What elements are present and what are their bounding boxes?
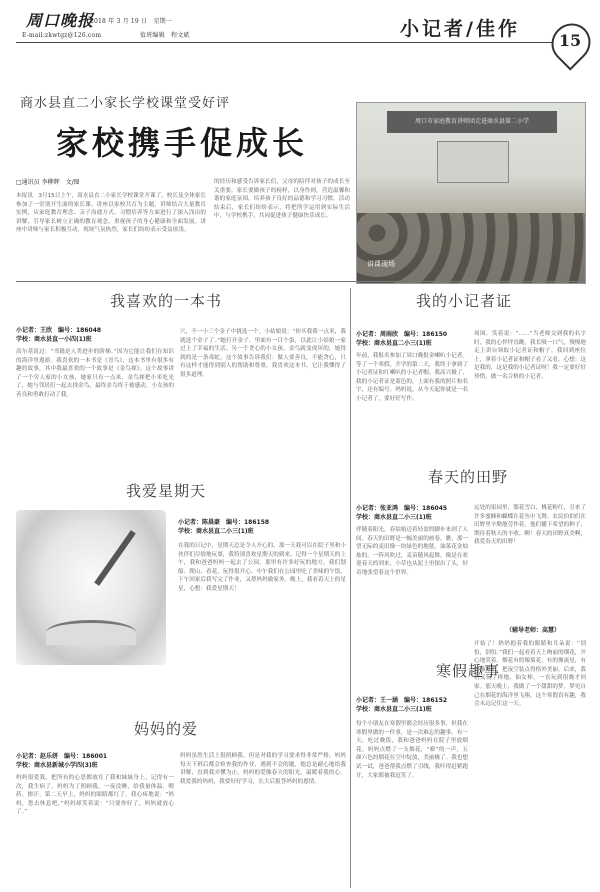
article-author: 小记者：陈晨豪 编号：186158 [178, 519, 270, 526]
audience-silhouettes [357, 213, 585, 283]
newspaper-logo: 周口晚报 [26, 11, 95, 30]
article-school: 学校：商水县直一小四(1)班 [16, 336, 92, 343]
article-body-col2: 周围，笑着说：“……”当老师交到我的名字时，我的心怦怦直跳，我长吸一口气，慢慢地走上讲台领取小记者证和帽子。我回到座位上，拿着小记者证和帽子看了又看，心想：这是我的，这是我的小记者证呀！我一定要好好珍惜，做一名合格的小记者。 [474, 331, 586, 380]
lead-bottom-rule [16, 281, 584, 282]
article-body-col2: 穴，不一小三个金子中挑选一个。小姑娘说：“你买我我一点米，我就选个金子了。”她打开金子，里面有一目个蛋，以此让小姑娘一家过上了幸福的生活。另一个贪心的小女孩，金鸟就变成坏的，她得到的是一条毒蛇。这个故事告诉我们：做人要善良，不能贪心，只有这样才能得到别人的帮助和尊重。我喜欢这本书，它让我懂得了很多道理。 [180, 329, 346, 378]
article-title: 妈妈的爱 [134, 720, 199, 738]
article-school: 学校：商水县直二小三(1)班 [356, 514, 432, 521]
article-school: 学校：商水县直二小三(1)班 [356, 706, 432, 713]
article-author: 小记者：赵乐妍 编号：186001 [16, 753, 108, 760]
page-number: 15 [558, 31, 582, 50]
lead-photo [356, 102, 586, 284]
article-favorite-book [16, 286, 346, 456]
article-author: 小记者：王欣 编号：186048 [16, 327, 102, 334]
masthead-rule [16, 42, 564, 43]
article-body-col1: 伴随着阳光，春姑娘迈着轻盈的脚步来到了人间。春天的田野是一幅美丽的画卷。瞧，那一望无际的麦田像一块绿色的地毯，油菜花金灿灿的，一阵风吹过，麦苗随风起舞，像是在欢迎春天的到来。小草也从泥土里探出了头，好奇地张望着这个世界。 [356, 527, 468, 576]
article-body-col1: 每个小朋友在寒假里都会经历很多事，但我在寒假里做的一件事，是一次难忘的趣事。有一天，吃过晚饭，我和爸爸妈妈在院子里放烟花。妈妈点燃了一支烟花，“嘭”的一声，五颜六色的烟花在空中绽放，美丽极了。我也想试一试，爸爸帮我点燃了引线，我吓得赶紧跑开，大家都被我逗笑了。 [356, 721, 468, 779]
teacher-note: （辅导老师：高慧） [506, 627, 561, 634]
article-school: 学校：商水县直二小三(1)班 [178, 528, 254, 535]
article-title: 我喜欢的一本书 [110, 292, 223, 310]
issue-date: 2018 年 3 月 19 日 星期一 [90, 18, 173, 25]
article-body-col2: 远处的果园里，梨花雪白，桃花粉红，引来了许多蜜蜂和蝴蝶在花丛中飞舞。农民伯伯们在田野里辛勤地劳作着，他们播下希望的种子，期待着秋天的丰收。啊！春天的田野真美啊，我爱春天的田野！ [474, 505, 586, 546]
lead-story [0, 70, 600, 280]
article-title: 我爱星期天 [126, 482, 207, 500]
duty-editor: 值班编辑 程文斌 [140, 32, 190, 39]
lead-body-col2: 的经历和感受告诉家长们，父母的陪伴对孩子的成长至关重要。家长要做孩子的榜样，以身作则，营造温馨和谐的家庭氛围，培养孩子良好的品德和学习习惯。活动结束后，家长们纷纷表示，将把所学运用到实际生活中，与学校携手，共同促进孩子健康快乐成长。 [214, 179, 350, 220]
article-body: 在我的日记中，星期天总是令人开心的。那一天我可以在院子里和小伙伴们尽情地玩耍，我特别喜欢星期天的到来。记得一个星期天的上午，我和爸爸妈妈一起去了公园，那里有许多好玩的地方，我们划船、爬山、看花，玩得很开心。中午我们在公园里吃了美味的午饭，下午回家后我写完了作业，又帮妈妈做家务。晚上，我看着天上的星星，心想：我爱星期天！ [178, 543, 346, 592]
article-body-col2: 开始了！奶奶抱着我的眼睛和耳朵说：“别怕，别怕。”我们一起看着天上绚丽的烟花，开心地笑着。烟花有的像菊花，有的像流星，有的像瀑布，把夜空装点得格外美丽。后来，我们又玩了摔炮、仙女棒，一直玩到很晚才回家。那天晚上，我做了一个甜甜的梦，梦见自己在烟花的海洋里飞翔。这个寒假真有趣，我会永远记住这一天。 [474, 641, 586, 708]
article-body-col1: 高尔基说过：“书籍是人类进步的阶梯。”因为它能让我们在知识的海洋里遨游。我喜欢的一本书是《青鸟》，这本书里有很多有趣的故事，其中我最喜欢的一个故事是《金鸟探》。这个故事讲了一个穷人家的小女孩，她家只有一点米，金鸟探把小米吃光了，她与邻居们一起去找金鸟，最终金鸟终于被感动，小女孩的善良和勇敢打动了我。 [16, 349, 174, 398]
article-body-col2: 妈妈虽然生活上很照顾我，但是对我的学习要求得非常严格。妈妈每天下班后都会检查我的作业，遇到不会的题，她总是耐心地给我讲解，直到我弄懂为止。妈妈的爱像春天的阳光，温暖着我的心。我爱我的妈妈，我要好好学习，长大后报答妈妈的恩情。 [180, 753, 346, 785]
open-book-icon [46, 620, 136, 645]
article-title: 我的小记者证 [416, 292, 513, 310]
article-author: 小记者：张亚鸿 编号：186045 [356, 505, 448, 512]
article-title: 寒假趣事 [436, 662, 501, 680]
lead-headline: 家校携手促成长 [56, 124, 309, 162]
article-spring-field [356, 456, 586, 638]
article-body-col1: 年前，我报名参加了周口晚报金喇叭小记者。等了一个寒假，开学的第二天，我终于拿到了小记者证和红喇叭的小记者帽。我高兴极了，我的小记者证是蓝色的，上面有我的照片和名字，还有编号。妈妈说，从今天起你就是一名小记者了，要好好写作。 [356, 353, 468, 402]
banner: 周口市家庭教育讲师团走进商水县第二小学 [387, 111, 557, 133]
article-author: 小记者：周雨欣 编号：186150 [356, 331, 448, 338]
email: E-mail:zkwtgz@126.com [22, 32, 102, 39]
article-author: 小记者：王一涵 编号：186152 [356, 697, 448, 704]
column-divider [350, 288, 351, 888]
article-school: 学校：商水县新城小学四(3)班 [16, 762, 98, 769]
article-school: 学校：商水县直二小三(1)班 [356, 340, 432, 347]
screen [437, 141, 509, 183]
lead-kicker: 商水县直二小家长学校课堂受好评 [20, 96, 231, 111]
lead-byline: □通讯员 李柳辉 文/图 [16, 179, 80, 186]
article-body-col1: 妈妈很爱我，把所有的心思都放在了我和妹妹身上。记得有一次，我生病了，妈妈为了照顾我，一夜没睡，给我量体温、喂药、擦汗。第二天早上，妈妈的眼睛都红了，我心疼地说：“妈妈，您去休息吧。”妈妈却笑着说：“只要你好了，妈妈就放心了。” [16, 775, 174, 816]
article-reporter-card [356, 286, 586, 456]
column-title: 小记者/佳作 [400, 18, 520, 40]
book-illustration [16, 510, 166, 665]
article-title: 春天的田野 [428, 468, 509, 486]
photo-caption: 讲课现场 [367, 260, 395, 268]
article-mothers-love [16, 706, 346, 888]
masthead [0, 0, 600, 68]
lead-body-col1: 本报讯 3月15日上午，商水县直二小家长学校课堂开课了，校长及全体家长参加了一堂别开生面的家长课。讲座以家校共育为主题，讲师结合大量教育实例，从家庭教育理念、亲子沟通方式、习惯培养等方面进行了深入浅出的讲解，引导家长树立正确的教育观念，重视孩子的身心健康和全面发展。讲座中讲师与家长积极互动，现场气氛热烈，家长们纷纷表示受益匪浅。 [16, 193, 206, 234]
pencil-icon [94, 530, 136, 586]
article-love-sunday [16, 470, 346, 670]
article-winter-vacation [356, 640, 586, 888]
